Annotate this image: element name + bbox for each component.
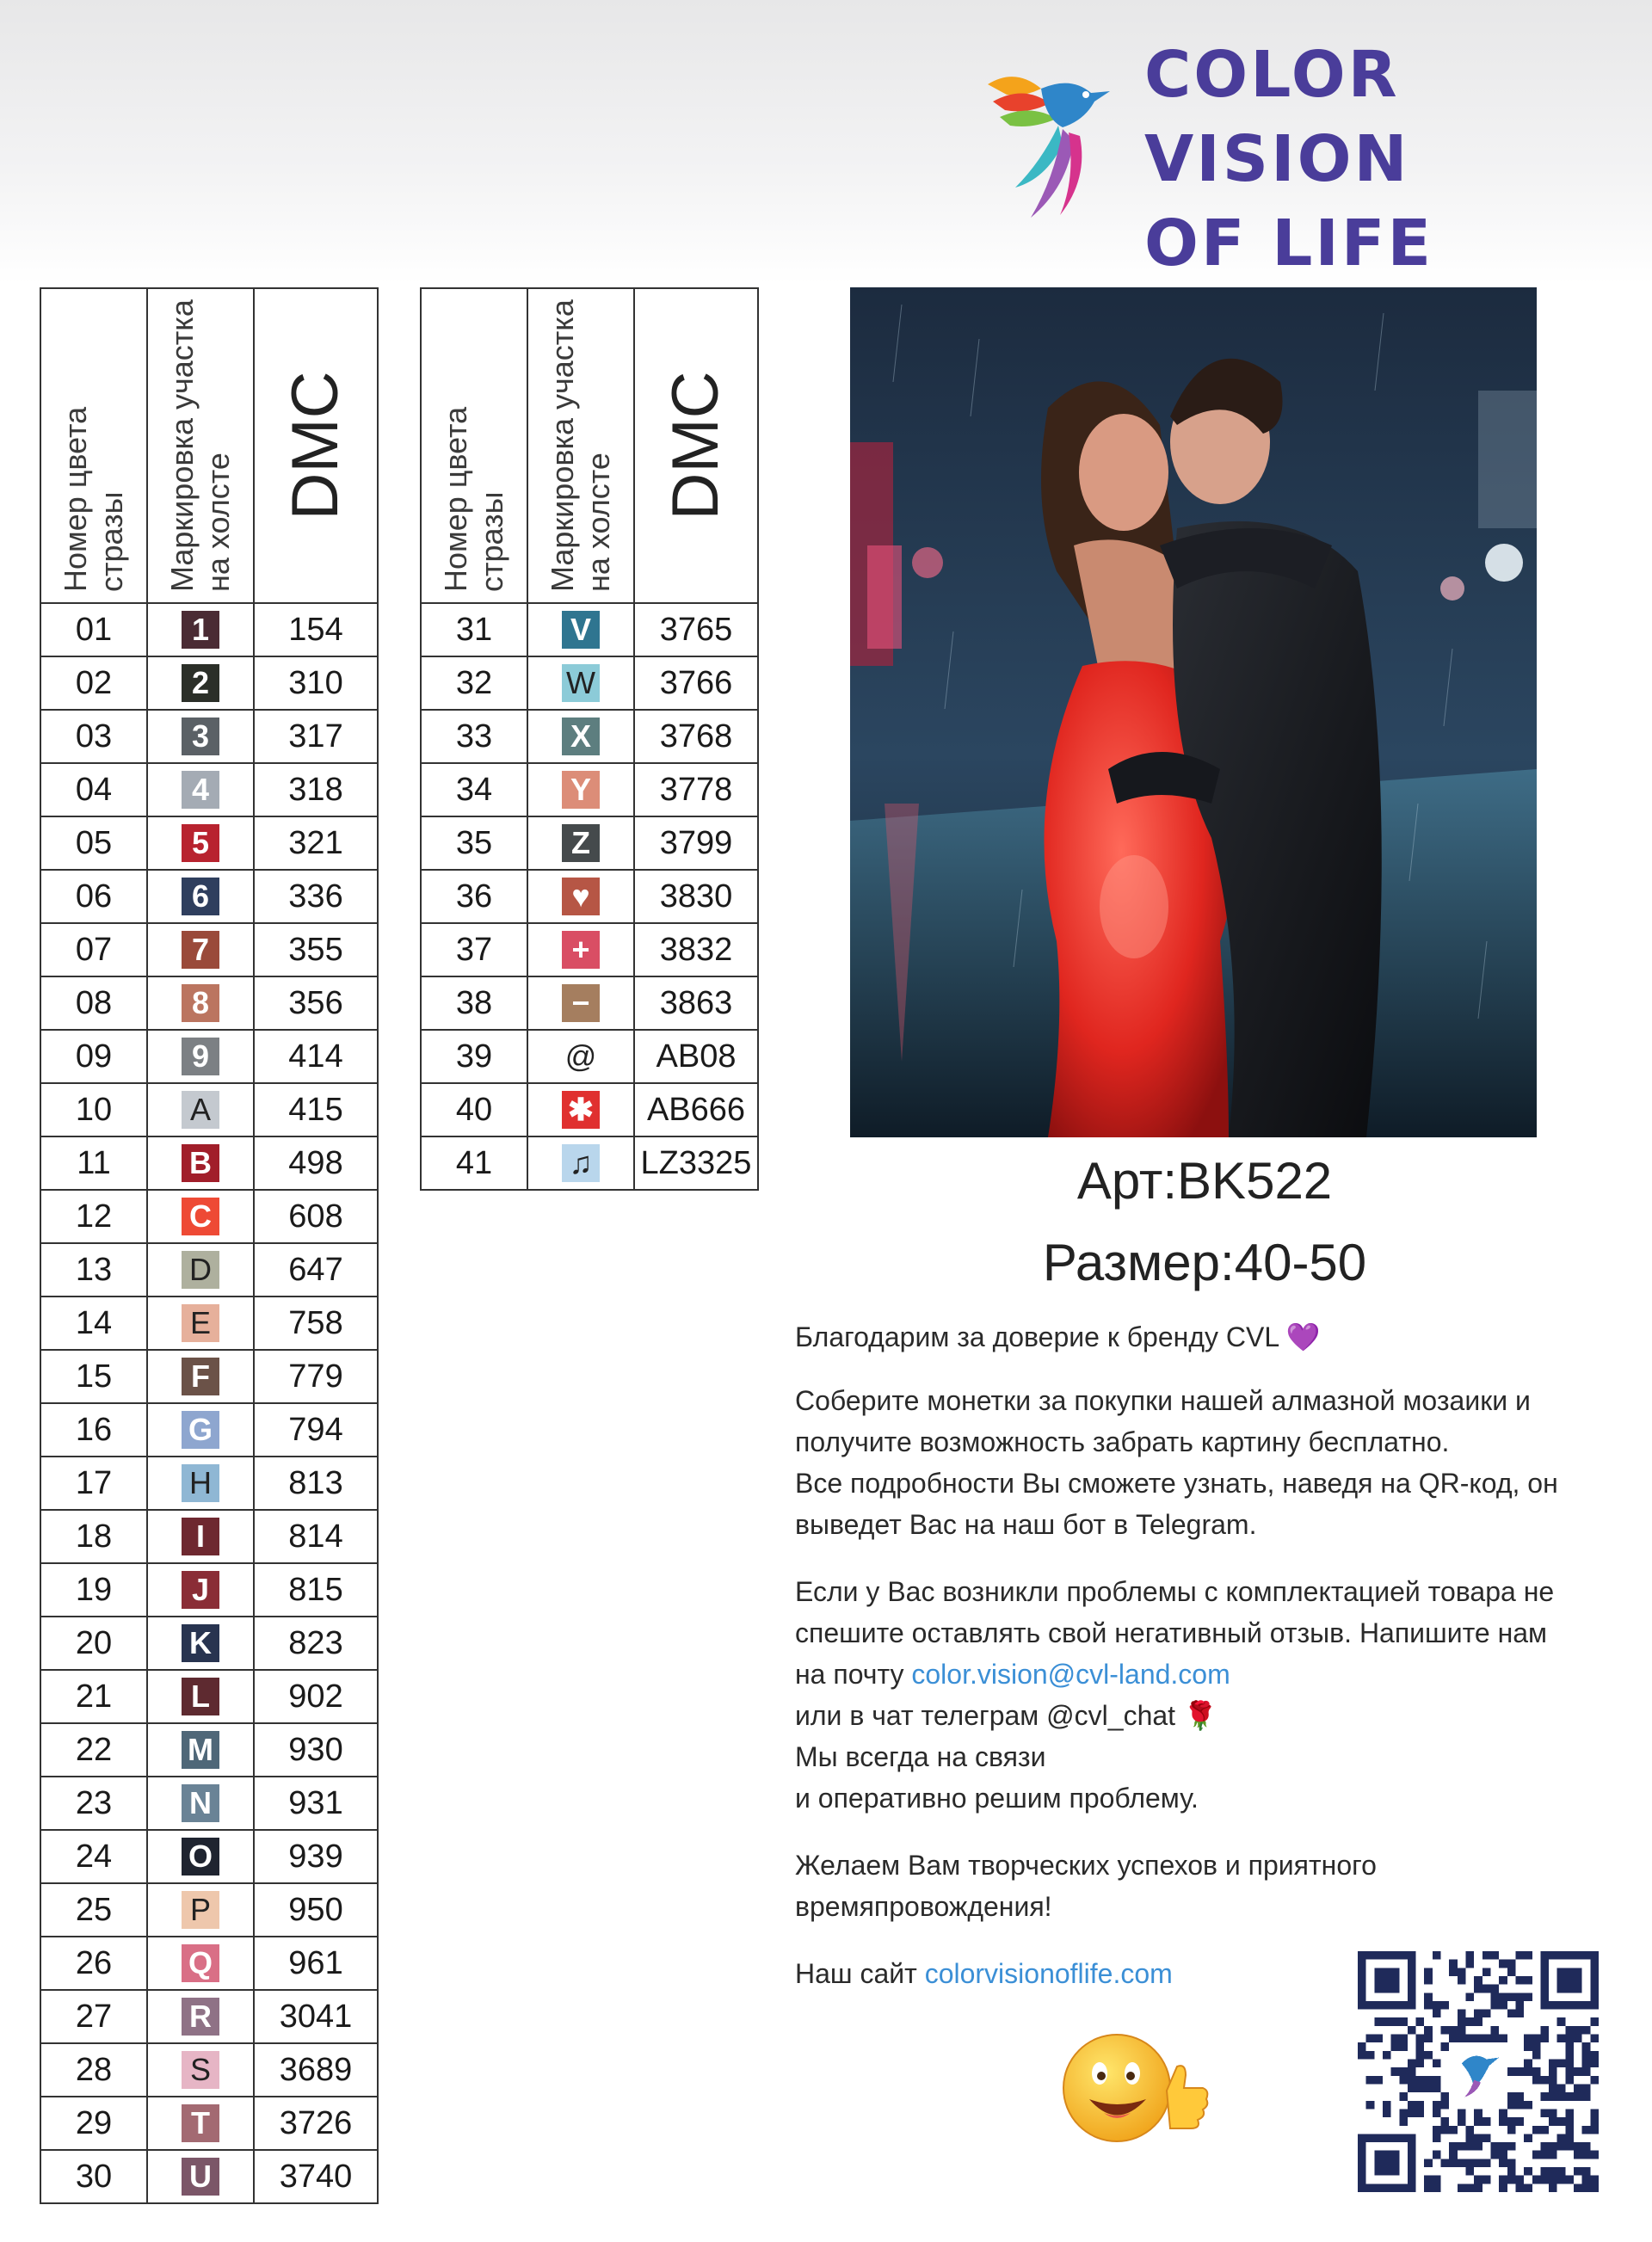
color-number: 04 (40, 763, 147, 816)
marking-symbol: C (182, 1198, 219, 1235)
marking-cell (147, 2150, 254, 2203)
color-number: 34 (421, 763, 527, 816)
marking-cell (147, 1937, 254, 1990)
marking-symbol: 8 (182, 984, 219, 1022)
table-row (421, 710, 758, 763)
dmc-code: 3778 (634, 763, 758, 816)
table-row (40, 1457, 378, 1510)
color-number: 37 (421, 923, 527, 976)
dmc-code: AB08 (634, 1030, 758, 1083)
dmc-code: 317 (254, 710, 378, 763)
color-number: 35 (421, 816, 527, 870)
color-number: 20 (40, 1617, 147, 1670)
table-row (40, 2150, 378, 2203)
marking-symbol: 2 (182, 664, 219, 702)
marking-cell (147, 976, 254, 1030)
marking-symbol: 1 (182, 611, 219, 649)
dmc-code: 794 (254, 1403, 378, 1457)
marking-cell (147, 1777, 254, 1830)
dmc-code: 321 (254, 816, 378, 870)
marking-symbol: O (182, 1838, 219, 1876)
color-table-right (420, 287, 759, 1191)
marking-symbol: D (182, 1251, 219, 1289)
qr-code[interactable] (1358, 1951, 1599, 2192)
table-row (40, 816, 378, 870)
marking-symbol: A (182, 1091, 219, 1129)
color-number: 21 (40, 1670, 147, 1723)
marking-symbol: 4 (182, 771, 219, 809)
header-marking: Маркировка участка на холсте (164, 299, 236, 592)
color-number: 31 (421, 603, 527, 656)
coins-line-3: Все подробности Вы сможете узнать, наведя на QR-код, он (795, 1468, 1558, 1499)
color-number: 11 (40, 1136, 147, 1190)
marking-symbol: X (562, 718, 600, 755)
table-header-row (421, 288, 758, 603)
marking-symbol: 6 (182, 878, 219, 915)
brand-logo (981, 33, 1434, 280)
marking-symbol: T (182, 2104, 219, 2142)
wish-line-1: Желаем Вам творческих успехов и приятного (795, 1850, 1377, 1881)
header-marking-cell (147, 288, 254, 603)
marking-symbol: E (182, 1304, 219, 1342)
marking-cell (147, 763, 254, 816)
color-number: 18 (40, 1510, 147, 1563)
coins-line-4: выведет Вас на наш бот в Telegram. (795, 1509, 1257, 1540)
table-row (40, 1510, 378, 1563)
color-number: 32 (421, 656, 527, 710)
problem-line-3 (795, 1654, 1621, 1695)
marking-symbol: R (182, 1998, 219, 2036)
marking-cell (147, 1350, 254, 1403)
marking-symbol: Q (182, 1944, 219, 1982)
table-row (40, 1777, 378, 1830)
table-row (421, 1030, 758, 1083)
marking-symbol: V (562, 611, 600, 649)
email-prefix: на почту (795, 1659, 912, 1690)
marking-symbol: M (182, 1731, 219, 1769)
color-number: 26 (40, 1937, 147, 1990)
problem-paragraph (795, 1571, 1621, 1819)
table-row (40, 976, 378, 1030)
marking-cell (147, 2043, 254, 2097)
marking-symbol: I (182, 1518, 219, 1555)
wish-line-2: времяпровождения! (795, 1891, 1052, 1922)
marking-cell (147, 923, 254, 976)
color-number: 07 (40, 923, 147, 976)
color-number: 14 (40, 1297, 147, 1350)
color-number: 39 (421, 1030, 527, 1083)
dmc-code: 823 (254, 1617, 378, 1670)
marking-cell (147, 1030, 254, 1083)
marking-cell (147, 1083, 254, 1136)
color-number: 17 (40, 1457, 147, 1510)
header-dmc-cell (254, 288, 378, 603)
marking-symbol: Y (562, 771, 600, 809)
dmc-code: 3766 (634, 656, 758, 710)
dmc-code: 3765 (634, 603, 758, 656)
table-row (40, 1883, 378, 1937)
table-row (40, 2097, 378, 2150)
marking-cell (147, 1617, 254, 1670)
table-row (40, 1297, 378, 1350)
marking-cell (147, 1830, 254, 1883)
brand-line-2: VISION (1144, 122, 1410, 196)
problem-line-6: и оперативно решим проблему. (795, 1783, 1199, 1814)
dmc-code: 414 (254, 1030, 378, 1083)
dmc-code: 931 (254, 1777, 378, 1830)
table-row (40, 1723, 378, 1777)
dmc-code: 3799 (634, 816, 758, 870)
table-header-row (40, 288, 378, 603)
color-number: 30 (40, 2150, 147, 2203)
dmc-code: 950 (254, 1883, 378, 1937)
table-row (40, 763, 378, 816)
table-row (40, 870, 378, 923)
dmc-code: 961 (254, 1937, 378, 1990)
marking-cell (147, 1510, 254, 1563)
header-marking-cell (527, 288, 634, 603)
marking-symbol: K (182, 1624, 219, 1662)
marking-symbol: 9 (182, 1038, 219, 1075)
marking-cell (147, 1990, 254, 2043)
table-row (40, 1403, 378, 1457)
marking-symbol: B (182, 1144, 219, 1182)
dmc-code: 3041 (254, 1990, 378, 2043)
marking-cell (527, 976, 634, 1030)
dmc-code: 3832 (634, 923, 758, 976)
header-number: Номер цвета стразы (58, 406, 129, 592)
marking-cell (147, 870, 254, 923)
marking-symbol: 5 (182, 824, 219, 862)
color-number: 19 (40, 1563, 147, 1617)
dmc-code: 813 (254, 1457, 378, 1510)
color-number: 01 (40, 603, 147, 656)
color-number: 03 (40, 710, 147, 763)
marking-symbol: U (182, 2158, 219, 2196)
article-number: Арт:BK522 (1076, 1152, 1333, 1210)
marking-cell (527, 816, 634, 870)
dmc-code: 647 (254, 1243, 378, 1297)
marking-symbol: ♫ (562, 1144, 600, 1182)
marking-cell (527, 603, 634, 656)
table-row (421, 816, 758, 870)
marking-cell (527, 923, 634, 976)
dmc-code: 814 (254, 1510, 378, 1563)
header-number-cell (40, 288, 147, 603)
marking-symbol: L (182, 1678, 219, 1715)
dmc-code: 336 (254, 870, 378, 923)
product-size: Размер:40-50 (1042, 1234, 1367, 1291)
marking-cell (527, 710, 634, 763)
color-number: 38 (421, 976, 527, 1030)
table-row (421, 1083, 758, 1136)
table-row (40, 2043, 378, 2097)
marking-cell (147, 1190, 254, 1243)
marking-symbol: J (182, 1571, 219, 1609)
color-number: 41 (421, 1136, 527, 1190)
marking-symbol: Z (562, 824, 600, 862)
problem-line-1: Если у Вас возникли проблемы с комплектацией товара не (795, 1576, 1555, 1607)
marking-symbol: ♥ (562, 878, 600, 915)
marking-symbol: S (182, 2051, 219, 2089)
email-link[interactable]: color.vision@cvl-land.com (911, 1659, 1230, 1690)
dmc-code: 355 (254, 923, 378, 976)
marking-symbol: + (562, 931, 600, 969)
problem-line-2: спешите оставлять свой негативный отзыв. Напишите нам (795, 1617, 1548, 1648)
brand-line-3: OF LIFE (1144, 206, 1434, 280)
dmc-code: 3740 (254, 2150, 378, 2203)
header-dmc: DMC (279, 371, 352, 520)
marking-symbol: G (182, 1411, 219, 1449)
color-number: 02 (40, 656, 147, 710)
table-row (40, 1136, 378, 1190)
dmc-code: 3863 (634, 976, 758, 1030)
color-number: 27 (40, 1990, 147, 2043)
header-number-cell (421, 288, 527, 603)
problem-line-4: или в чат телеграм @cvl_chat 🌹 (795, 1700, 1217, 1731)
marking-cell (527, 1030, 634, 1083)
product-image (850, 287, 1537, 1137)
marking-cell (147, 1136, 254, 1190)
header-dmc: DMC (659, 371, 732, 520)
table-row (40, 603, 378, 656)
table-row (421, 923, 758, 976)
color-number: 16 (40, 1403, 147, 1457)
dmc-code: 608 (254, 1190, 378, 1243)
table-row (40, 1030, 378, 1083)
marking-cell (147, 2097, 254, 2150)
marking-symbol: @ (562, 1038, 600, 1075)
table-row (421, 1136, 758, 1190)
table-row (40, 1990, 378, 2043)
marking-symbol: P (182, 1891, 219, 1929)
dmc-code: 310 (254, 656, 378, 710)
dmc-code: 318 (254, 763, 378, 816)
marking-cell (147, 1457, 254, 1510)
color-number: 28 (40, 2043, 147, 2097)
table-row (421, 656, 758, 710)
wish-paragraph (795, 1845, 1621, 1927)
color-number: 12 (40, 1190, 147, 1243)
marking-symbol: N (182, 1784, 219, 1822)
dmc-code: LZ3325 (634, 1136, 758, 1190)
coins-paragraph (795, 1380, 1621, 1545)
marking-cell (527, 1083, 634, 1136)
table-row (40, 923, 378, 976)
dmc-code: 3768 (634, 710, 758, 763)
color-number: 08 (40, 976, 147, 1030)
header-dmc-cell (634, 288, 758, 603)
header-marking: Маркировка участка на холсте (545, 299, 616, 592)
dmc-code: 815 (254, 1563, 378, 1617)
smiley-thumbs-up-icon (1057, 2023, 1211, 2153)
dmc-code: 939 (254, 1830, 378, 1883)
dmc-code: 356 (254, 976, 378, 1030)
dmc-code: 498 (254, 1136, 378, 1190)
table-row (421, 763, 758, 816)
color-table-left (40, 287, 379, 2204)
marking-cell (527, 656, 634, 710)
thanks-text (795, 1316, 1621, 1358)
color-number: 22 (40, 1723, 147, 1777)
problem-line-5: Мы всегда на связи (795, 1741, 1046, 1772)
marking-cell (147, 1403, 254, 1457)
color-number: 36 (421, 870, 527, 923)
table-row (421, 870, 758, 923)
marking-cell (147, 603, 254, 656)
marking-symbol: H (182, 1464, 219, 1502)
brand-line-1: COLOR (1144, 38, 1400, 112)
dmc-code: 3726 (254, 2097, 378, 2150)
dmc-code: 930 (254, 1723, 378, 1777)
thanks-line: Благодарим за доверие к бренду CVL 💜 (795, 1321, 1321, 1352)
color-number: 33 (421, 710, 527, 763)
table-row (40, 1563, 378, 1617)
marking-symbol: ✱ (562, 1091, 600, 1129)
table-row (421, 976, 758, 1030)
marking-cell (147, 1563, 254, 1617)
color-number: 29 (40, 2097, 147, 2150)
color-number: 10 (40, 1083, 147, 1136)
marking-cell (147, 1297, 254, 1350)
bird-logo-icon (981, 50, 1127, 222)
color-number: 15 (40, 1350, 147, 1403)
table-row (40, 1670, 378, 1723)
marking-cell (147, 1670, 254, 1723)
table-row (40, 1083, 378, 1136)
brand-name (1144, 33, 1433, 286)
color-number: 05 (40, 816, 147, 870)
dmc-code: 3830 (634, 870, 758, 923)
table-row (40, 710, 378, 763)
marking-symbol: − (562, 984, 600, 1022)
marking-cell (147, 710, 254, 763)
dmc-code: 758 (254, 1297, 378, 1350)
couple-in-rain-image (850, 287, 1537, 1137)
table-row (421, 603, 758, 656)
marking-cell (147, 1723, 254, 1777)
table-row (40, 1190, 378, 1243)
color-number: 40 (421, 1083, 527, 1136)
dmc-code: 3689 (254, 2043, 378, 2097)
table-row (40, 656, 378, 710)
color-number: 09 (40, 1030, 147, 1083)
color-number: 23 (40, 1777, 147, 1830)
dmc-code: 902 (254, 1670, 378, 1723)
color-number: 24 (40, 1830, 147, 1883)
marking-cell (147, 1243, 254, 1297)
color-number: 06 (40, 870, 147, 923)
marking-cell (147, 1883, 254, 1937)
marking-symbol: W (562, 664, 600, 702)
marking-cell (527, 870, 634, 923)
dmc-code: 154 (254, 603, 378, 656)
dmc-code: 415 (254, 1083, 378, 1136)
marking-cell (147, 816, 254, 870)
header-number: Номер цвета стразы (438, 406, 509, 592)
table-row (40, 1617, 378, 1670)
marking-symbol: 3 (182, 718, 219, 755)
dmc-code: AB666 (634, 1083, 758, 1136)
marking-cell (527, 763, 634, 816)
marking-cell (147, 656, 254, 710)
marking-symbol: F (182, 1358, 219, 1395)
table-row (40, 1350, 378, 1403)
table-row (40, 1243, 378, 1297)
site-prefix: Наш сайт (795, 1958, 925, 1989)
color-number: 25 (40, 1883, 147, 1937)
coins-line-2: получите возможность забрать картину бесплатно. (795, 1426, 1450, 1457)
marking-symbol: 7 (182, 931, 219, 969)
coins-line-1: Соберите монетки за покупки нашей алмазной мозаики и (795, 1385, 1531, 1416)
marking-cell (527, 1136, 634, 1190)
dmc-code: 779 (254, 1350, 378, 1403)
table-row (40, 1937, 378, 1990)
table-row (40, 1830, 378, 1883)
color-number: 13 (40, 1243, 147, 1297)
site-link[interactable]: colorvisionoflife.com (924, 1958, 1173, 1989)
